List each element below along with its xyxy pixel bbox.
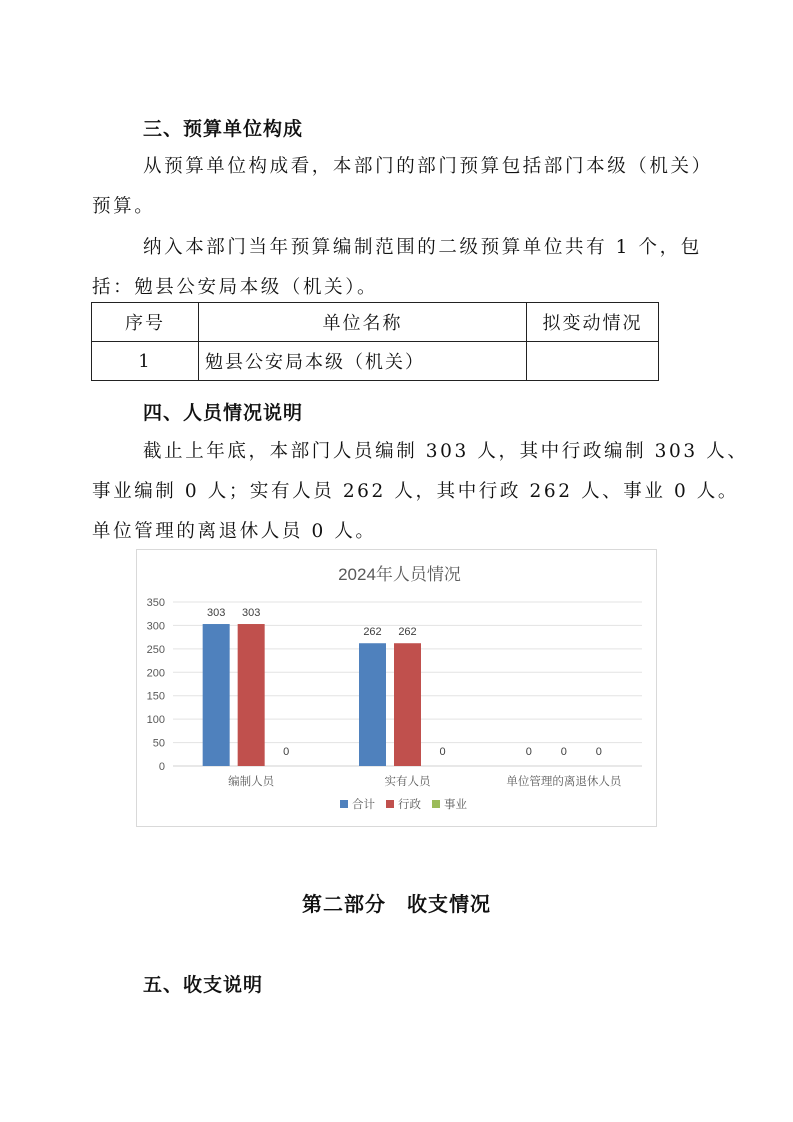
legend-label: 行政 (398, 799, 421, 811)
header-no: 序号 (92, 303, 199, 342)
data-label: 303 (241, 607, 261, 620)
header-unit-name: 单位名称 (199, 303, 527, 342)
table-row (92, 342, 659, 381)
cell-unit-name: 勉县公安局本级（机关） (199, 342, 527, 381)
x-category-label: 编制人员 (228, 776, 275, 788)
y-tick-label: 100 (146, 714, 165, 727)
legend-swatch-事业 (432, 800, 440, 808)
section-3-para2-line2: 括：勉县公安局本级（机关）。 (92, 277, 379, 298)
x-category-label: 实有人员 (384, 776, 431, 788)
chart-canvas (137, 550, 656, 826)
staff-chart (136, 549, 657, 827)
bar-合计 (359, 643, 386, 766)
section-3-para1-line1: 从预算单位构成看，本部门的部门预算包括部门本级（机关） (143, 156, 713, 177)
data-label: 0 (595, 746, 602, 758)
y-tick-label: 350 (146, 597, 165, 609)
bar-行政 (238, 624, 265, 766)
data-label: 0 (525, 746, 532, 758)
budget-unit-table (91, 302, 659, 381)
y-tick-label: 0 (158, 761, 165, 773)
table-header-row (92, 303, 659, 342)
cell-change (527, 342, 659, 381)
section-3-para1-line2: 预算。 (92, 196, 156, 217)
data-label: 262 (398, 626, 417, 639)
data-label: 0 (283, 746, 290, 758)
section-3-heading: 三、预算单位构成 (143, 118, 304, 140)
section-3-para2-line1: 纳入本部门当年预算编制范围的二级预算单位共有 1 个，包 (143, 237, 702, 258)
legend-label: 事业 (444, 799, 467, 811)
y-tick-label: 150 (146, 690, 165, 703)
chart-title: 2024年人员情况 (338, 565, 461, 584)
data-label: 0 (560, 746, 567, 758)
legend-swatch-行政 (386, 800, 394, 808)
data-label: 262 (363, 626, 382, 639)
bar-合计 (203, 624, 230, 766)
cell-no: 1 (92, 342, 199, 381)
bar-行政 (394, 643, 421, 766)
header-change: 拟变动情况 (527, 303, 659, 342)
y-tick-label: 300 (146, 620, 165, 633)
section-4-para-line2: 事业编制 0 人；实有人员 262 人，其中行政 262 人、事业 0 人。 (92, 481, 740, 502)
x-category-label: 单位管理的离退休人员 (506, 776, 622, 788)
part-2-heading: 第二部分 收支情况 (302, 892, 491, 916)
legend-swatch-合计 (340, 800, 348, 808)
data-label: 0 (439, 746, 446, 758)
legend-label: 合计 (352, 799, 375, 811)
data-label: 303 (206, 607, 226, 620)
section-4-para-line1: 截止上年底，本部门人员编制 303 人，其中行政编制 303 人、 (143, 441, 749, 462)
section-4-heading: 四、人员情况说明 (143, 402, 304, 424)
y-tick-label: 250 (146, 643, 165, 656)
section-5-heading: 五、收支说明 (143, 974, 264, 996)
y-tick-label: 50 (152, 737, 165, 750)
section-4-para-line3: 单位管理的离退休人员 0 人。 (92, 521, 377, 542)
y-tick-label: 200 (146, 667, 165, 680)
